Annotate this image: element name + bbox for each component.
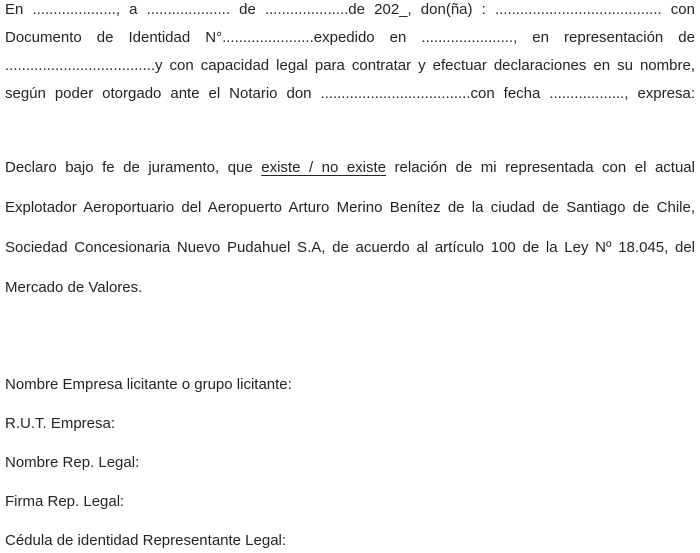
declaration-line-airport-operator: Explotador Aeroportuario del Aeropuerto Arturo Merino Benítez de la ciudad de Santiago de Chile, <box>5 199 695 216</box>
declaration-paragraph <box>5 148 695 308</box>
opening-line-legal-capacity: ....................................y con capacidad legal para contratar y efectuar declaraciones en su nombre, <box>5 57 695 74</box>
field-company-name-label: Nombre Empresa licitante o grupo licitante: <box>5 376 292 393</box>
declaration-text-after-choice: relación de mi representada con el actual <box>386 159 695 176</box>
opening-line-notary-power: según poder otorgado ante el Notario don ....................................con fecha .................., expresa: <box>5 85 695 102</box>
field-legal-rep-name-label: Nombre Rep. Legal: <box>5 454 140 471</box>
form-fields <box>5 365 695 553</box>
declaration-line-concession-law: Sociedad Concesionaria Nuevo Pudahuel S.A, de acuerdo al artículo 100 de la Ley Nº 18.045, del <box>5 239 695 256</box>
opening-line-identity-document: Documento de Identidad N°......................expedido en ......................, en representación de <box>5 29 695 46</box>
declaration-line-oath <box>5 148 695 188</box>
field-legal-rep-signature-label: Firma Rep. Legal: <box>5 493 125 510</box>
declaration-line-market-values: Mercado de Valores. <box>5 279 143 296</box>
opening-line-place-date-name: En ...................., a .................... de ....................de 202_, don(ña) : ........................................ con <box>5 1 695 18</box>
field-legal-rep-id-label: Cédula de identidad Representante Legal: <box>5 532 287 549</box>
field-company-rut-label: R.U.T. Empresa: <box>5 415 116 432</box>
declaration-text-before-choice: Declaro bajo fe de juramento, que <box>5 159 262 176</box>
existe-no-existe-choice: existe / no existe <box>261 159 387 176</box>
opening-paragraph <box>5 0 695 108</box>
